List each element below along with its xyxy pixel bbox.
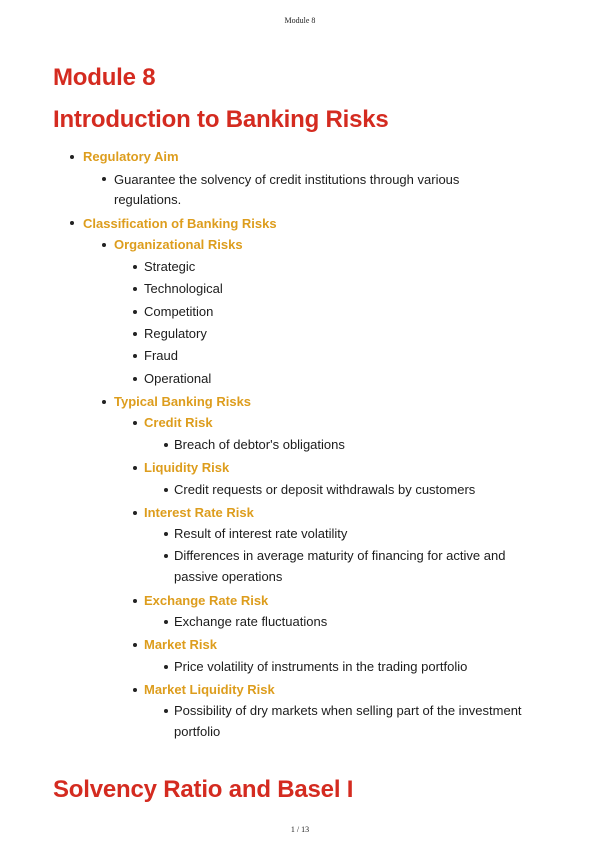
bullet-icon: [164, 665, 168, 669]
bullet-icon: [164, 620, 168, 624]
outline-heading-regulatory-aim: Regulatory Aim: [83, 149, 179, 164]
outline-heading-credit-risk: Credit Risk: [144, 415, 213, 430]
section-heading-solvency: Solvency Ratio and Basel I: [53, 776, 354, 803]
bullet-icon: [133, 643, 137, 647]
bullet-icon: [133, 599, 137, 603]
bullet-icon: [102, 243, 106, 247]
outline-heading-market-risk: Market Risk: [144, 637, 217, 652]
outline-item-strategic: Strategic: [144, 259, 196, 274]
outline-item-operational: Operational: [144, 371, 212, 386]
bullet-icon: [133, 466, 137, 470]
bullet-icon: [164, 709, 168, 713]
outline-item-continuation: regulations.: [114, 192, 182, 207]
running-header: Module 8: [284, 16, 316, 25]
outline-item: Price volatility of instruments in the trading portfolio: [174, 659, 468, 674]
outline-item-regulatory: Regulatory: [144, 326, 207, 341]
outline-heading-classification: Classification of Banking Risks: [83, 216, 277, 231]
bullet-icon: [164, 488, 168, 492]
bullet-icon: [133, 354, 137, 358]
outline-item: Differences in average maturity of financing for active and: [174, 548, 506, 563]
bullet-icon: [133, 511, 137, 515]
bullet-icon: [102, 177, 106, 181]
bullet-icon: [133, 310, 137, 314]
outline-item-fraud: Fraud: [144, 348, 178, 363]
bullet-icon: [102, 400, 106, 404]
outline-item-technological: Technological: [144, 281, 223, 296]
outline-item-continuation: portfolio: [174, 724, 221, 739]
outline-heading-typical: Typical Banking Risks: [114, 394, 252, 409]
page-number: 1 / 13: [290, 825, 310, 834]
outline-heading-exchange-rate-risk: Exchange Rate Risk: [144, 593, 269, 608]
bullet-icon: [70, 221, 74, 225]
outline-item: Possibility of dry markets when selling part of the investment: [174, 703, 522, 718]
bullet-icon: [133, 688, 137, 692]
outline-item: Result of interest rate volatility: [174, 526, 348, 541]
bullet-icon: [164, 554, 168, 558]
outline-heading-organizational: Organizational Risks: [114, 237, 243, 252]
bullet-icon: [70, 155, 74, 159]
outline-item: Guarantee the solvency of credit institutions through various: [114, 172, 460, 187]
outline-item: Breach of debtor's obligations: [174, 437, 345, 452]
outline-item: Credit requests or deposit withdrawals by customers: [174, 482, 476, 497]
bullet-icon: [133, 421, 137, 425]
outline-item-competition: Competition: [144, 304, 214, 319]
bullet-icon: [133, 265, 137, 269]
outline-item: Exchange rate fluctuations: [174, 614, 328, 629]
outline-item-continuation: passive operations: [174, 569, 283, 584]
bullet-icon: [133, 287, 137, 291]
section-heading-intro: Introduction to Banking Risks: [53, 106, 389, 133]
bullet-icon: [133, 377, 137, 381]
bullet-icon: [133, 332, 137, 336]
outline-heading-market-liquidity-risk: Market Liquidity Risk: [144, 682, 275, 697]
bullet-icon: [164, 443, 168, 447]
bullet-icon: [164, 532, 168, 536]
outline-heading-interest-rate-risk: Interest Rate Risk: [144, 505, 254, 520]
outline-heading-liquidity-risk: Liquidity Risk: [144, 460, 230, 475]
module-title: Module 8: [53, 64, 156, 91]
